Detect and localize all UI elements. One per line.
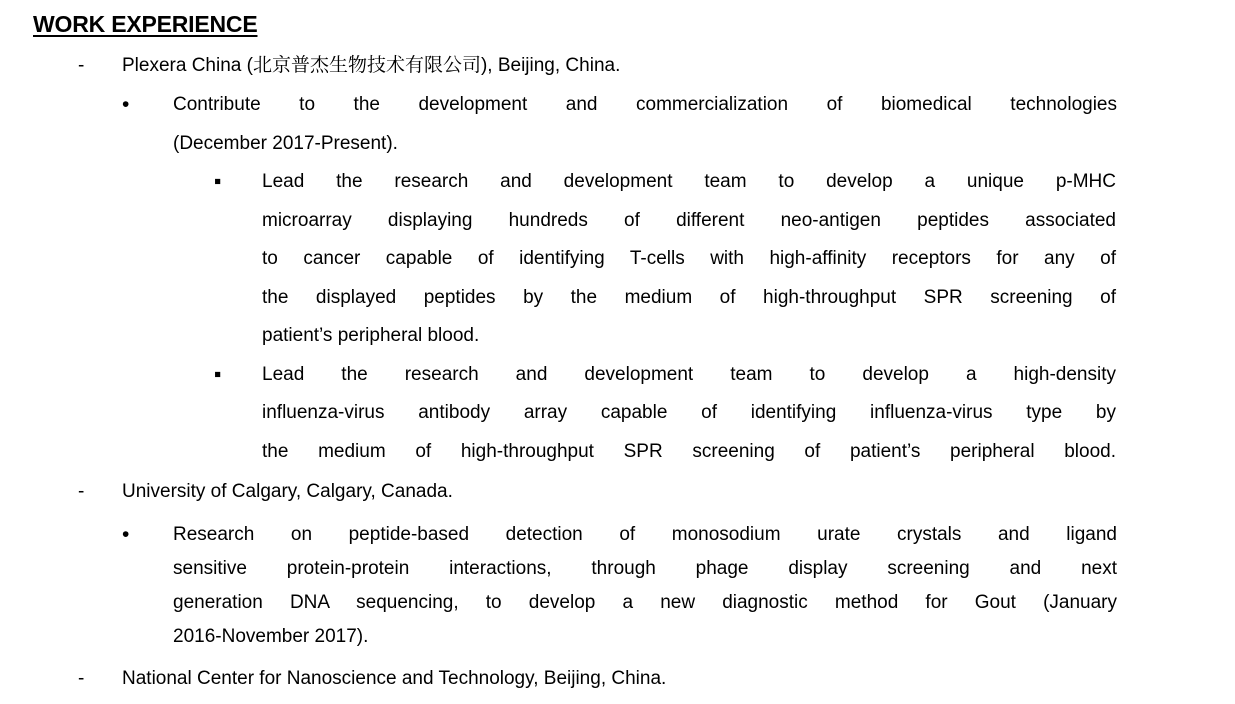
section-heading: WORK EXPERIENCE	[33, 11, 258, 37]
work-entry-organization	[0, 51, 1235, 81]
project-line: Lead the research and development team to develop a high-density	[262, 363, 1116, 385]
bullet-list-marker: •	[122, 523, 130, 546]
role-paragraph	[122, 518, 1117, 654]
project-paragraph	[214, 163, 1116, 356]
project-line: Lead the research and development team to develop a unique p-MHC	[262, 171, 1116, 192]
dash-list-marker: -	[78, 55, 85, 76]
work-entry-organization	[0, 664, 1235, 694]
square-list-marker: ▪	[214, 362, 222, 386]
role-line: sensitive protein-protein interactions, through phage display screening and next	[173, 558, 1117, 579]
organization-name: University of Calgary, Calgary, Canada.	[122, 481, 453, 502]
project-line: influenza-virus antibody array capable of identifying influenza-virus type by	[262, 402, 1116, 423]
role-line: Research on peptide-based detection of monosodium urate crystals and ligand	[173, 524, 1117, 545]
role-line: 2016-November 2017).	[173, 626, 369, 647]
project-line: patient’s peripheral blood.	[262, 325, 480, 346]
organization-name: National Center for Nanoscience and Technology, Beijing, China.	[122, 668, 667, 689]
role-line: (December 2017-Present).	[173, 132, 398, 154]
project-line: the displayed peptides by the medium of high-throughput SPR screening of	[262, 286, 1116, 308]
role-paragraph	[122, 86, 1117, 163]
project-paragraph	[214, 356, 1116, 472]
dash-list-marker: -	[78, 668, 85, 689]
project-line: to cancer capable of identifying T-cells with high-affinity receptors for any of	[262, 248, 1116, 269]
bullet-list-marker: •	[122, 93, 130, 116]
role-line: Contribute to the development and commercialization of biomedical technologies	[173, 94, 1117, 115]
square-list-marker: ▪	[214, 170, 222, 193]
role-line: generation DNA sequencing, to develop a new diagnostic method for Gout (January	[173, 592, 1117, 613]
project-line: the medium of high-throughput SPR screening of patient’s peripheral blood.	[262, 440, 1116, 462]
work-entry-organization	[0, 477, 1235, 507]
dash-list-marker: -	[78, 481, 85, 502]
project-line: microarray displaying hundreds of different neo-antigen peptides associated	[262, 209, 1116, 231]
organization-name: Plexera China (北京普杰生物技术有限公司), Beijing, China.	[122, 55, 621, 76]
